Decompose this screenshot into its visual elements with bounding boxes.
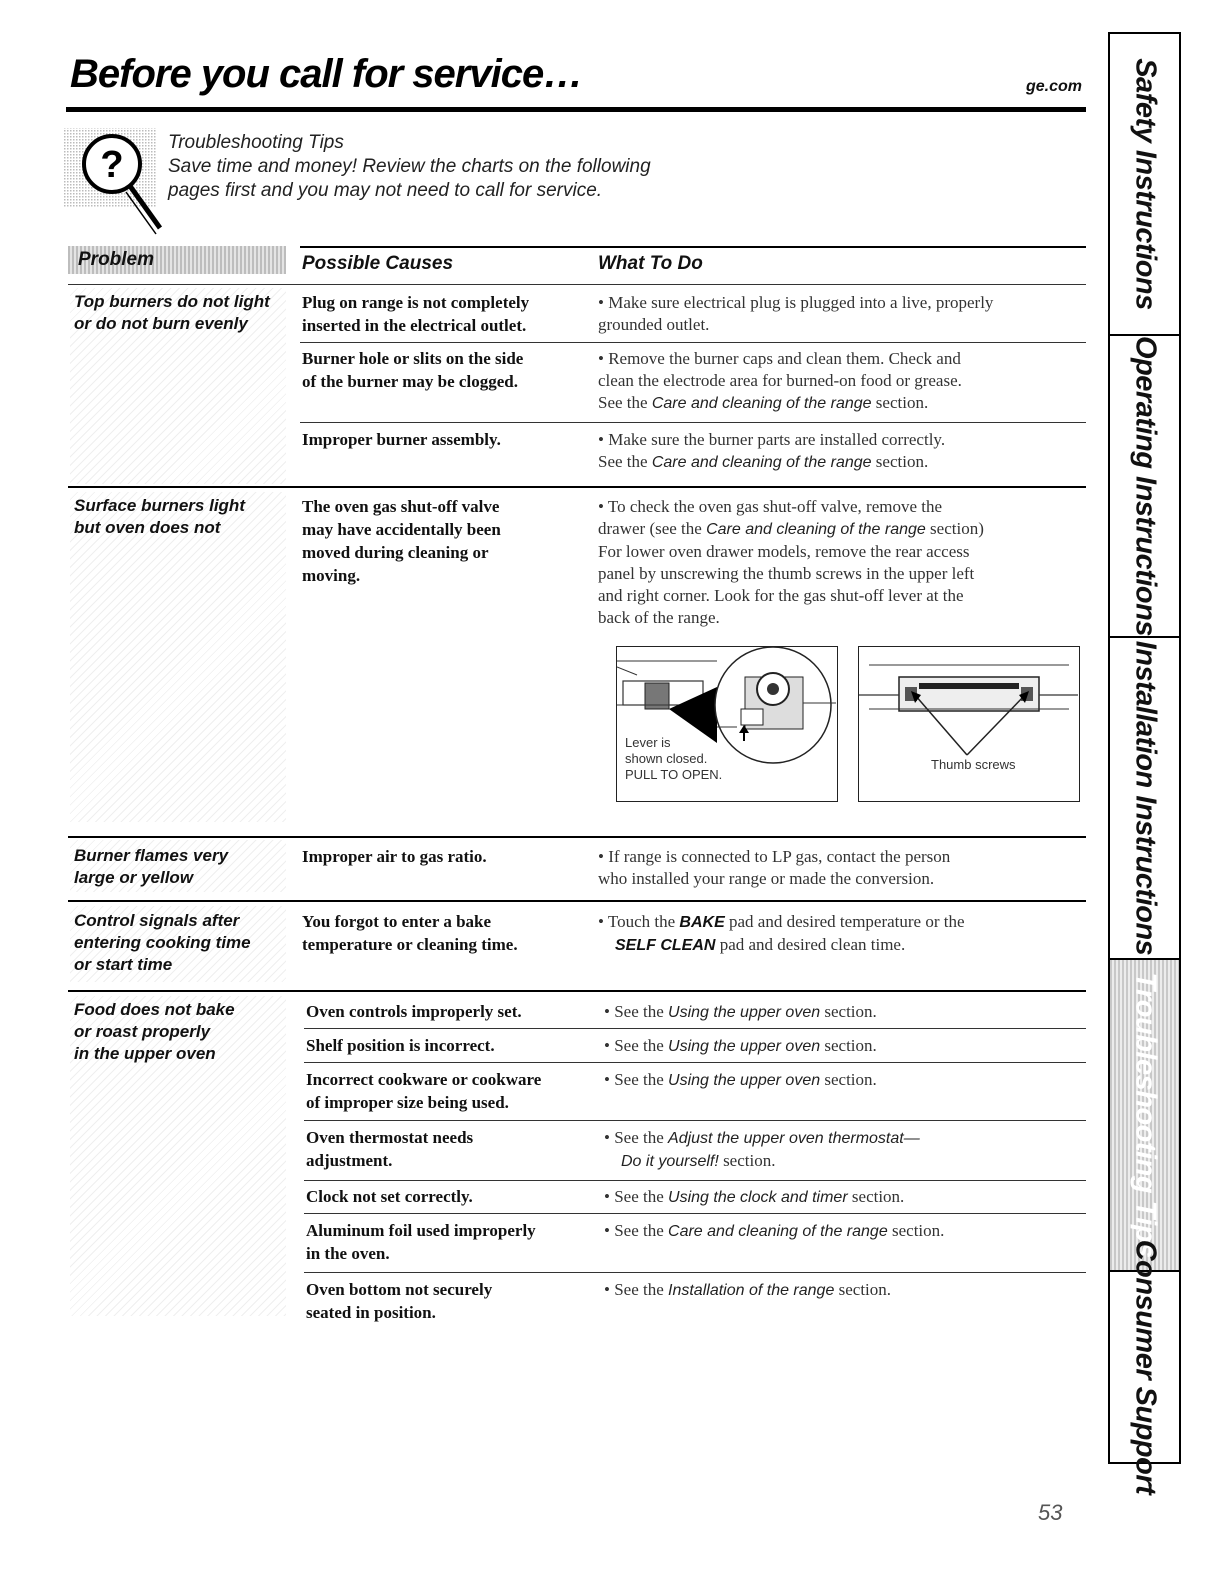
todo-line: back of the range. — [598, 608, 720, 627]
self-clean-pad-label: SELF CLEAN — [615, 937, 716, 954]
cause-text — [306, 1278, 581, 1324]
problem-line: Control signals after — [74, 911, 240, 930]
todo-span: • See the — [604, 1280, 669, 1299]
todo-span: • See the — [604, 1036, 669, 1055]
problem-line: Food does not bake — [74, 1000, 235, 1019]
thumb-screws-figure — [858, 646, 1080, 802]
row-divider — [304, 1180, 1086, 1181]
todo-text — [598, 846, 1078, 890]
todo-text — [604, 1186, 1084, 1209]
todo-line — [604, 1279, 1084, 1302]
problem-line: Surface burners light — [74, 496, 245, 515]
header-rule — [300, 246, 1086, 248]
problem-line: but oven does not — [74, 518, 221, 537]
tab-label: Consumer Support — [1129, 1239, 1161, 1495]
todo-line — [604, 1035, 1084, 1058]
todo-line — [598, 451, 1078, 474]
todo-span: section. — [847, 1187, 905, 1206]
row-separator — [68, 900, 1086, 902]
todo-text — [598, 348, 1078, 415]
todo-text — [604, 1279, 1084, 1302]
cause-line: moving. — [302, 566, 361, 585]
todo-span: section. — [887, 1221, 945, 1240]
section-reference: Installation of the range — [668, 1282, 835, 1299]
cause-line: of the burner may be clogged. — [302, 372, 518, 391]
todo-line: clean the electrode area for burned-on food or grease. — [598, 371, 962, 390]
tips-intro — [168, 131, 708, 203]
cause-line: Oven controls improperly set. — [306, 1002, 522, 1021]
problem-text — [74, 495, 289, 539]
todo-span: See the — [598, 452, 652, 471]
row-divider — [304, 1028, 1086, 1029]
column-header-todo: What To Do — [598, 253, 703, 274]
todo-span: • See the — [604, 1002, 669, 1021]
valve-caption — [625, 735, 722, 783]
cause-text — [306, 1185, 581, 1208]
column-header-causes: Possible Causes — [302, 253, 454, 274]
cause-text — [306, 1126, 581, 1172]
cause-line: You forgot to enter a bake — [302, 912, 492, 931]
todo-span: section. — [871, 393, 929, 412]
valve-caption-line: shown closed. — [625, 751, 708, 766]
row-divider — [300, 342, 1086, 343]
cause-text — [302, 845, 577, 868]
title-rule — [66, 107, 1086, 112]
todo-line — [598, 518, 1078, 541]
svg-text:?: ? — [100, 144, 124, 186]
todo-text — [604, 1001, 1084, 1024]
todo-span: • See the — [604, 1128, 669, 1147]
todo-span: pad and desired clean time. — [715, 935, 906, 954]
todo-line — [604, 1186, 1084, 1209]
row-separator — [68, 486, 1086, 488]
cause-line: Oven thermostat needs — [306, 1128, 474, 1147]
todo-span: See the — [598, 393, 652, 412]
todo-line: • Make sure electrical plug is plugged into a live, properly — [598, 293, 994, 312]
tips-line: Save time and money! Review the charts on the following — [168, 156, 651, 177]
todo-line — [598, 392, 1078, 415]
tab-operating-instructions[interactable] — [1110, 336, 1179, 638]
todo-span: section. — [820, 1070, 877, 1089]
section-reference: Care and cleaning of the range — [668, 1223, 888, 1240]
row-separator — [68, 990, 1086, 992]
todo-line — [604, 1001, 1084, 1024]
cause-text — [302, 910, 577, 956]
cause-line: inserted in the electrical outlet. — [302, 316, 527, 335]
section-tabs — [1108, 32, 1181, 1495]
todo-line: • If range is connected to LP gas, contact the person — [598, 847, 951, 866]
todo-line: • Make sure the burner parts are installed correctly. — [598, 430, 946, 449]
problem-line: or start time — [74, 955, 173, 974]
section-reference: Adjust the upper oven thermostat— — [668, 1130, 920, 1147]
cause-line: Clock not set correctly. — [306, 1187, 473, 1206]
problem-text — [74, 845, 289, 889]
thumb-screws-drawing — [859, 647, 1078, 800]
cause-text — [306, 1068, 581, 1114]
todo-line: For lower oven drawer models, remove the rear access — [598, 542, 970, 561]
tab-installation-instructions[interactable] — [1110, 638, 1179, 960]
problem-line: in the upper oven — [74, 1044, 216, 1063]
row-divider — [304, 1272, 1086, 1273]
cause-line: in the oven. — [306, 1244, 390, 1263]
tab-consumer-support[interactable] — [1110, 1239, 1179, 1495]
todo-span: section. — [820, 1036, 877, 1055]
cause-line: temperature or cleaning time. — [302, 935, 518, 954]
todo-line: panel by unscrewing the thumb screws in the upper left — [598, 564, 975, 583]
header-underline — [68, 284, 1086, 285]
section-reference: Using the upper oven — [668, 1072, 821, 1089]
todo-text — [604, 1035, 1084, 1058]
cause-line: seated in position. — [306, 1303, 436, 1322]
todo-line — [598, 911, 1078, 934]
cause-line: The oven gas shut-off valve — [302, 497, 500, 516]
tab-label: Installation Instructions — [1129, 640, 1161, 956]
todo-line: • Remove the burner caps and clean them. Check and — [598, 349, 961, 368]
site-url[interactable]: ge.com — [1025, 78, 1082, 95]
todo-span: • See the — [604, 1187, 669, 1206]
todo-span: section. — [718, 1151, 776, 1170]
row-divider — [304, 1062, 1086, 1063]
cause-line: may have accidentally been — [302, 520, 501, 539]
tab-safety-instructions[interactable] — [1110, 34, 1179, 336]
bake-pad-label: BAKE — [679, 914, 725, 931]
todo-text — [604, 1069, 1084, 1092]
cause-text — [302, 495, 577, 587]
question-mark-magnifier-icon — [64, 124, 174, 236]
todo-span: section. — [871, 452, 929, 471]
section-reference: Using the clock and timer — [668, 1189, 848, 1206]
section-reference: Using the upper oven — [668, 1004, 821, 1021]
problem-text — [74, 999, 289, 1065]
todo-span: section. — [820, 1002, 877, 1021]
cause-line: Incorrect cookware or cookware — [306, 1070, 542, 1089]
column-header-problem: Problem — [68, 246, 286, 274]
problem-line: Top burners do not light — [74, 292, 270, 311]
section-reference: Care and cleaning of the range — [651, 395, 872, 412]
gas-valve-figure — [616, 646, 838, 802]
valve-caption-line: Lever is — [625, 735, 671, 750]
row-divider — [304, 1120, 1086, 1121]
cause-text — [302, 428, 577, 451]
cause-text — [306, 1034, 581, 1057]
tips-line: pages first and you may not need to call for service. — [168, 180, 603, 201]
cause-line: Oven bottom not securely — [306, 1280, 493, 1299]
section-reference: Care and cleaning of the range — [651, 454, 872, 471]
todo-line — [604, 1220, 1084, 1243]
section-reference: Care and cleaning of the range — [706, 521, 926, 538]
todo-line: grounded outlet. — [598, 315, 710, 334]
todo-span: section) — [925, 519, 984, 538]
problem-line: or roast properly — [74, 1022, 211, 1041]
cause-text — [306, 1219, 581, 1265]
cause-text — [306, 1000, 581, 1023]
todo-text — [598, 911, 1078, 957]
tab-troubleshooting-tips[interactable] — [1110, 960, 1179, 1272]
todo-span: section. — [834, 1280, 892, 1299]
cause-line: Burner hole or slits on the side — [302, 349, 524, 368]
problem-line: Burner flames very — [74, 846, 229, 865]
cause-line: Shelf position is incorrect. — [306, 1036, 495, 1055]
tab-label: Troubleshooting Tips — [1129, 972, 1161, 1258]
todo-text — [598, 292, 1078, 336]
todo-span: • Touch the — [598, 912, 680, 931]
row-separator — [68, 836, 1086, 838]
tab-label: Safety Instructions — [1129, 58, 1161, 310]
problem-shade — [70, 492, 286, 822]
tab-label: Operating Instructions — [1129, 336, 1161, 636]
page-title: Before you call for service… — [70, 52, 583, 96]
todo-line: and right corner. Look for the gas shut-off lever at the — [598, 586, 964, 605]
tips-heading: Troubleshooting Tips — [168, 132, 344, 153]
problem-line: large or yellow — [74, 868, 194, 887]
todo-span: drawer (see the — [598, 519, 707, 538]
cause-line: Aluminum foil used improperly — [306, 1221, 536, 1240]
cause-line: Improper burner assembly. — [302, 430, 501, 449]
todo-text — [598, 429, 1078, 474]
problem-text — [74, 910, 289, 976]
todo-line: who installed your range or made the conversion. — [598, 869, 935, 888]
problem-text — [74, 291, 289, 335]
row-divider — [304, 1213, 1086, 1214]
todo-line — [604, 1127, 1084, 1150]
cause-text — [302, 291, 577, 337]
todo-text — [604, 1220, 1084, 1243]
screws-caption: Thumb screws — [931, 757, 1016, 772]
todo-text — [598, 496, 1078, 629]
todo-text — [604, 1127, 1084, 1173]
cause-line: Plug on range is not completely — [302, 293, 530, 312]
cause-line: of improper size being used. — [306, 1093, 509, 1112]
todo-line — [615, 934, 1078, 957]
cause-text — [302, 347, 577, 393]
valve-caption-line: PULL TO OPEN. — [625, 767, 723, 782]
page-number: 53 — [1038, 1500, 1063, 1525]
cause-line: moved during cleaning or — [302, 543, 489, 562]
todo-line — [604, 1069, 1084, 1092]
section-reference: Using the upper oven — [668, 1038, 821, 1055]
row-divider — [300, 422, 1086, 423]
todo-span: • See the — [604, 1070, 669, 1089]
problem-line: or do not burn evenly — [74, 314, 248, 333]
cause-line: adjustment. — [306, 1151, 393, 1170]
todo-span: • See the — [604, 1221, 669, 1240]
todo-line: • To check the oven gas shut-off valve, remove the — [598, 497, 943, 516]
todo-span: pad and desired temperature or the — [724, 912, 965, 931]
problem-line: entering cooking time — [74, 933, 251, 952]
todo-line — [621, 1150, 1084, 1173]
section-reference: Do it yourself! — [621, 1153, 719, 1170]
cause-line: Improper air to gas ratio. — [302, 847, 487, 866]
